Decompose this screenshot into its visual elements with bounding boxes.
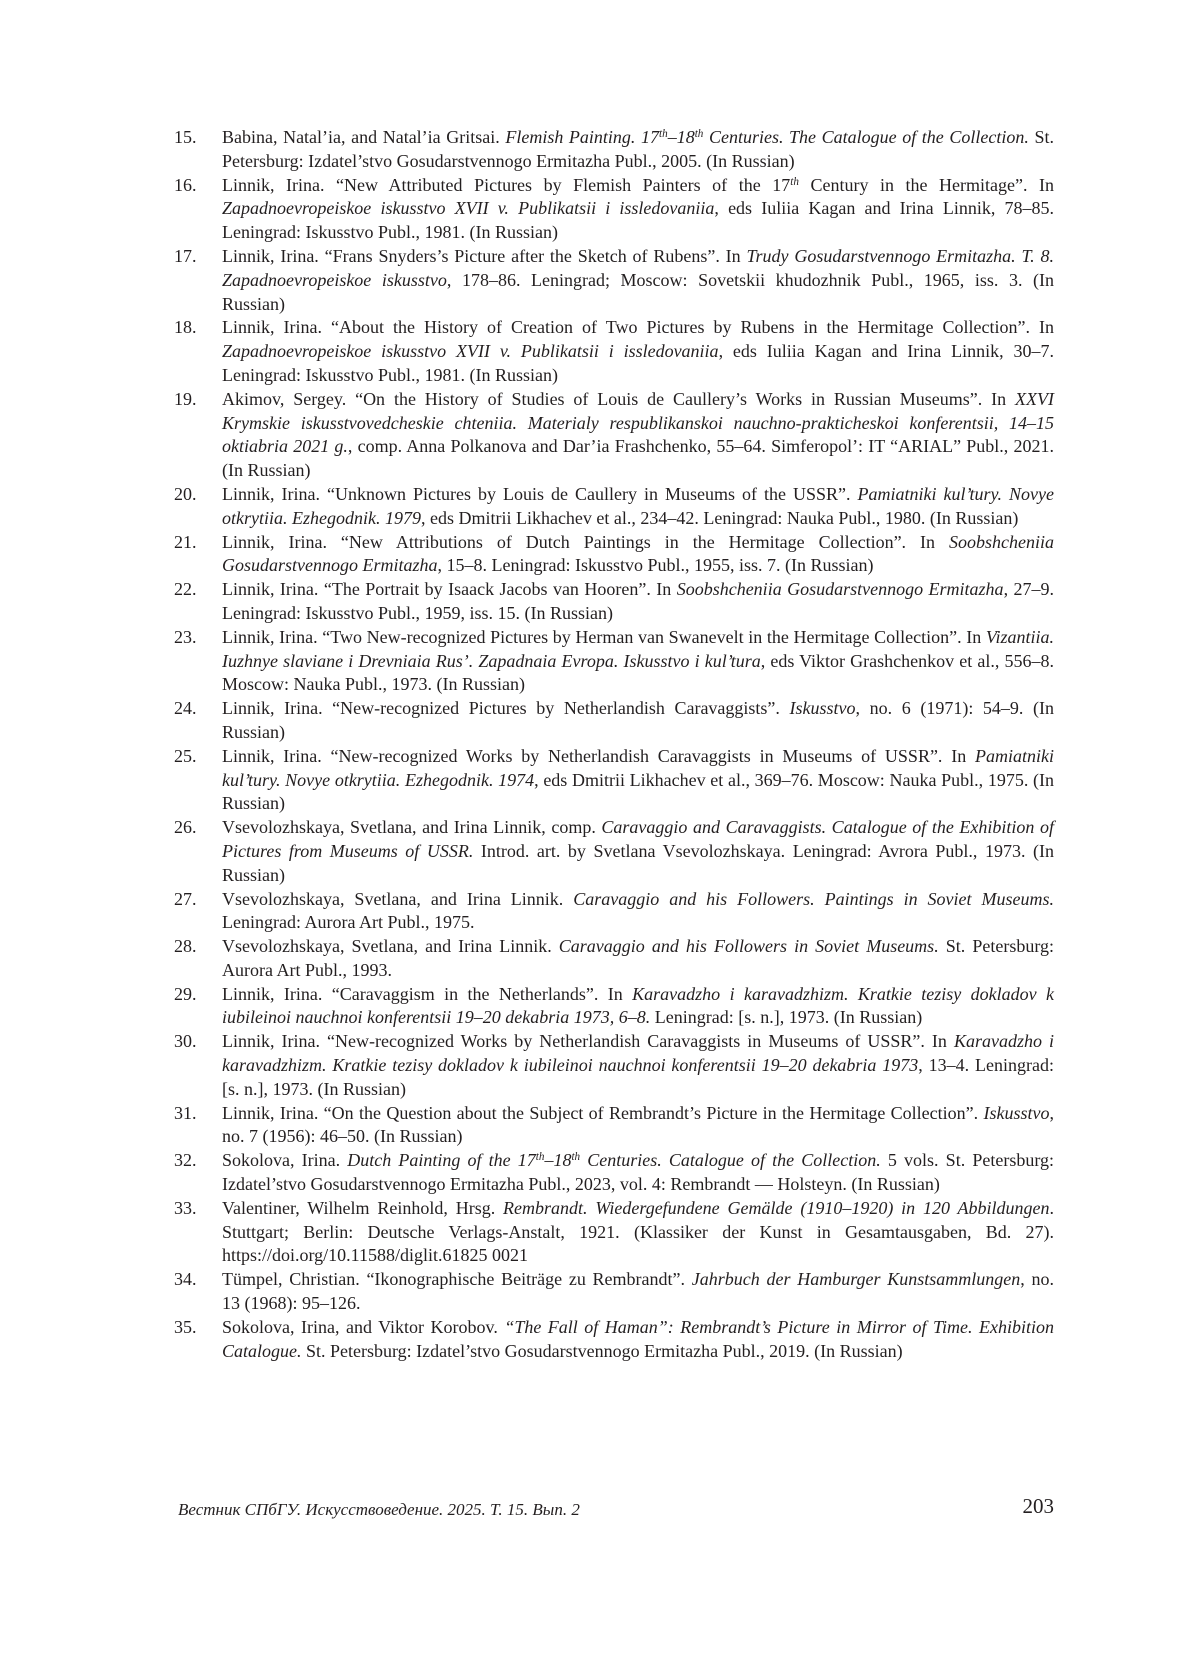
reference-segment: Linnik, Irina. “New Attributions of Dutch Paintings in the Hermitage Collection”. In <box>222 531 949 552</box>
reference-segment: Centuries. Catalogue of the Collection. <box>580 1150 881 1171</box>
reference-number: 20. <box>174 483 197 504</box>
reference-number: 15. <box>174 127 197 147</box>
reference-number: 27. <box>174 888 197 909</box>
reference-item <box>174 983 1054 1031</box>
reference-segment: Sokolova, Irina. <box>222 1150 348 1171</box>
reference-item <box>174 578 1054 626</box>
reference-segment: Linnik, Irina. “Unknown Pictures by Louis de Caullery in Museums of the USSR”. <box>222 483 858 504</box>
reference-text <box>222 174 1054 245</box>
reference-text <box>222 578 1054 626</box>
reference-segment: , no. 13 (1968): 95–126. <box>222 1269 1055 1314</box>
reference-segment: Zapadnoevropeiskoe iskusstvo XVII v. Publikatsii i issledovaniia <box>222 341 719 362</box>
reference-segment: th <box>790 175 799 188</box>
reference-segment: Karavadzho i karavadzhizm. Kratkie tezisy dokladov k iubileinoi nauchnoi konferentsii 19–20 dekabria 1973, 6–8. <box>222 983 1055 1028</box>
reference-segment: Linnik, Irina. “Two New-recognized Pictures by Herman van Swanevelt in the Hermitage Collection”. In <box>222 626 986 647</box>
reference-text <box>222 1197 1054 1268</box>
reference-segment: Linnik, Irina. “Caravaggism in the Netherlands”. In <box>222 983 633 1004</box>
reference-segment: Centuries. The Catalogue of the Collection. <box>703 127 1029 147</box>
reference-segment: Trudy Gosudarstvennogo Ermitazha. T. 8. Zapadnoevropeiskoe iskusstvo <box>222 245 1054 290</box>
reference-segment: th <box>535 1151 545 1164</box>
reference-number: 24. <box>174 698 197 719</box>
reference-list <box>174 126 1054 1363</box>
page-number: 203 <box>1022 1494 1054 1518</box>
reference-item <box>174 316 1054 387</box>
reference-number: 33. <box>174 1197 197 1218</box>
reference-item <box>174 626 1054 697</box>
reference-text <box>222 1316 1054 1364</box>
reference-segment: , eds Iuliia Kagan and Irina Linnik, 78–85. Leningrad: Iskusstvo Publ., 1981. (In Russian) <box>222 198 1054 243</box>
reference-text <box>222 697 1054 745</box>
reference-segment: , eds Viktor Grashchenkov et al., 556–8. Moscow: Nauka Publ., 1973. (In Russian) <box>222 650 1054 695</box>
reference-item <box>174 1030 1054 1101</box>
reference-segment: th <box>659 127 668 140</box>
reference-segment: Karavadzho i karavadzhizm. Kratkie tezisy dokladov k iubileinoi nauchnoi konferentsii 19–20 dekabria 1973 <box>222 1031 1054 1076</box>
reference-segment: Babina, Natal’ia, and Natal’ia Gritsai. <box>222 127 506 147</box>
reference-segment: , 13–4. Leningrad: [s. n.], 1973. (In Russian) <box>222 1055 1054 1099</box>
reference-segment: Tümpel, Christian. “Ikonographische Beiträge zu Rembrandt”. <box>222 1269 692 1290</box>
reference-number: 28. <box>174 936 197 957</box>
reference-segment: Rembrandt. Wiedergefundene Gemälde (1910–1920) in 120 Abbildungen <box>503 1197 1050 1218</box>
reference-item <box>174 935 1054 983</box>
reference-number: 31. <box>174 1102 197 1123</box>
reference-number: 32. <box>174 1150 197 1171</box>
reference-text <box>222 531 1054 579</box>
reference-text <box>222 1030 1054 1101</box>
reference-number: 16. <box>174 174 197 195</box>
reference-segment: Jahrbuch der Hamburger Kunstsammlungen <box>691 1269 1021 1290</box>
reference-text <box>222 126 1054 174</box>
reference-item <box>174 745 1054 816</box>
reference-segment: Vsevolozhskaya, Svetlana, and Irina Linnik, comp. <box>222 817 602 838</box>
reference-number: 29. <box>174 983 197 1004</box>
reference-text <box>222 935 1054 983</box>
reference-item <box>174 888 1054 936</box>
reference-segment: Linnik, Irina. “New-recognized Works by Netherlandish Caravaggists in Museums of USSR”. In <box>222 1031 954 1052</box>
reference-segment: , eds Iuliia Kagan and Irina Linnik, 30–7. Leningrad: Iskusstvo Publ., 1981. (In Russian) <box>222 341 1054 385</box>
reference-number: 30. <box>174 1031 197 1052</box>
reference-item <box>174 1149 1054 1197</box>
reference-segment: , eds Dmitrii Likhachev et al., 369–76. Moscow: Nauka Publ., 1975. (In Russian) <box>222 769 1054 814</box>
reference-segment: Linnik, Irina. “On the Question about the Subject of Rembrandt’s Picture in the Hermitage Collection”. <box>222 1102 984 1123</box>
reference-text <box>222 388 1054 483</box>
reference-item <box>174 1102 1054 1150</box>
reference-number: 25. <box>174 745 197 766</box>
reference-segment: Sokolova, Irina, and Viktor Korobov. <box>222 1316 505 1337</box>
reference-text <box>222 816 1054 887</box>
reference-segment: Iskusstvo <box>983 1102 1050 1123</box>
reference-segment: Pamiatniki kul’tury. Novye otkrytiia. Ezhegodnik. 1979 <box>222 483 1054 528</box>
reference-item <box>174 816 1054 887</box>
reference-segment: Caravaggio and Caravaggists. Catalogue of the Exhibition of Pictures from Museums of USSR. <box>222 817 1055 861</box>
reference-segment: , comp. Anna Polkanova and Dar’ia Frashchenko, 55–64. Simferopol’: IT “ARIAL” Publ., 2021. (In Russian) <box>222 436 1055 481</box>
reference-segment: th <box>571 1151 581 1164</box>
reference-segment: Vsevolozhskaya, Svetlana, and Irina Linnik. <box>222 936 559 957</box>
reference-text <box>222 483 1054 531</box>
reference-text <box>222 1268 1054 1316</box>
reference-item <box>174 388 1054 483</box>
reference-segment: Iskusstvo <box>789 698 856 719</box>
reference-segment: St. Petersburg: Izdatel’stvo Gosudarstvennogo Ermitazha Publ., 2005. (In Russian) <box>222 127 1054 171</box>
reference-segment: Linnik, Irina. “Frans Snyders’s Picture after the Sketch of Rubens”. In <box>222 245 747 266</box>
reference-item <box>174 531 1054 579</box>
reference-segment: Soobshcheniia Gosudarstvennogo Ermitazha <box>676 579 1004 600</box>
reference-number: 35. <box>174 1316 197 1337</box>
reference-item <box>174 174 1054 245</box>
reference-segment: Caravaggio and his Followers in Soviet Museums. <box>558 936 939 957</box>
reference-number: 26. <box>174 817 197 838</box>
reference-segment: Soobshcheniia Gosudarstvennogo Ermitazha <box>222 531 1054 576</box>
reference-segment: Introd. art. by Svetlana Vsevolozhskaya. Leningrad: Avrora Publ., 1973. (In Russian) <box>222 840 1054 885</box>
reference-segment: , eds Dmitrii Likhachev et al., 234–42. Leningrad: Nauka Publ., 1980. (In Russian) <box>420 507 1019 528</box>
reference-segment: –18 <box>544 1150 572 1171</box>
reference-number: 22. <box>174 579 197 600</box>
reference-item <box>174 483 1054 531</box>
reference-segment: , 178–86. Leningrad; Moscow: Sovetskii khudozhnik Publ., 1965, iss. 3. (In Russian) <box>222 269 1055 314</box>
reference-segment: Valentiner, Wilhelm Reinhold, Hrsg. <box>222 1197 504 1218</box>
reference-number: 17. <box>174 245 197 266</box>
reference-text <box>222 626 1054 697</box>
reference-text <box>222 1102 1054 1150</box>
reference-number: 34. <box>174 1269 197 1290</box>
reference-text <box>222 245 1054 316</box>
reference-segment: Leningrad: Aurora Art Publ., 1975. <box>222 912 475 933</box>
reference-segment: Pamiatniki kul’tury. Novye otkrytiia. Ezhegodnik. 1974 <box>222 745 1054 790</box>
reference-item <box>174 1197 1054 1268</box>
reference-segment: Linnik, Irina. “The Portrait by Isaack Jacobs van Hooren”. In <box>222 579 677 600</box>
reference-segment: th <box>694 127 704 140</box>
reference-segment: Linnik, Irina. “New-recognized Pictures by Netherlandish Caravaggists”. <box>222 698 790 719</box>
reference-number: 18. <box>174 317 197 338</box>
reference-segment: , no. 6 (1971): 54–9. (In Russian) <box>222 698 1055 742</box>
reference-number: 19. <box>174 388 197 409</box>
reference-item <box>174 1316 1054 1364</box>
reference-item <box>174 126 1054 174</box>
reference-segment: , no. 7 (1956): 46–50. (In Russian) <box>222 1102 1054 1147</box>
reference-segment: “The Fall of Haman”: Rembrandt’s Picture in Mirror of Time. Exhibition Catalogue. <box>222 1316 1054 1361</box>
reference-segment: Akimov, Sergey. “On the History of Studies of Louis de Caullery’s Works in Russian Museums”. In <box>222 388 1016 409</box>
reference-text <box>222 745 1054 816</box>
reference-segment: . Stuttgart; Berlin: Deutsche Verlags-Anstalt, 1921. (Klassiker der Kunst in Gesamtausgaben, Bd. 27). https://doi.org/10.11588/diglit.61825 0021 <box>222 1197 1054 1266</box>
reference-segment: , 27–9. Leningrad: Iskusstvo Publ., 1959, iss. 15. (In Russian) <box>222 579 1054 623</box>
reference-text <box>222 888 1054 936</box>
reference-segment: Linnik, Irina. “About the History of Creation of Two Pictures by Rubens in the Hermitage Collection”. In <box>222 317 1054 338</box>
reference-item <box>174 1268 1054 1316</box>
reference-segment: Linnik, Irina. “New Attributed Pictures by Flemish Painters of the 17 <box>222 174 791 195</box>
reference-number: 21. <box>174 531 197 552</box>
reference-text <box>222 983 1054 1031</box>
reference-segment: St. Petersburg: Izdatel’stvo Gosudarstvennogo Ermitazha Publ., 2019. (In Russian) <box>301 1340 903 1361</box>
reference-segment: Century in the Hermitage”. In <box>798 174 1055 195</box>
reference-item <box>174 245 1054 316</box>
reference-segment: Leningrad: [s. n.], 1973. (In Russian) <box>650 1007 923 1028</box>
reference-segment: Vsevolozhskaya, Svetlana, and Irina Linnik. <box>222 888 574 909</box>
reference-text <box>222 316 1054 387</box>
running-footer-journal: Вестник СПбГУ. Искусствоведение. 2025. Т. 15. Вып. 2 <box>178 1500 580 1519</box>
reference-segment: Dutch Painting of the 17 <box>347 1150 536 1171</box>
reference-text <box>222 1149 1054 1197</box>
reference-item <box>174 697 1054 745</box>
reference-segment: Linnik, Irina. “New-recognized Works by Netherlandish Caravaggists in Museums of USSR”. In <box>222 745 975 766</box>
reference-segment: XXVI Krymskie iskusstvovedcheskie chteniia. Materialy respublikanskoi nauchno-prakticheskoi konferentsii, 14–15 oktiabria 2021 g. <box>222 388 1054 457</box>
reference-segment: Caravaggio and his Followers. Paintings in Soviet Museums. <box>573 888 1054 909</box>
reference-segment: –18 <box>667 127 695 147</box>
reference-segment: Flemish Painting. 17 <box>505 127 659 147</box>
reference-segment: St. Petersburg: Aurora Art Publ., 1993. <box>222 936 1055 980</box>
reference-segment: 5 vols. St. Petersburg: Izdatel’stvo Gosudarstvennogo Ermitazha Publ., 2023, vol. 4: Rembrandt — Holsteyn. (In Russian) <box>222 1150 1054 1195</box>
reference-number: 23. <box>174 626 197 647</box>
reference-segment: Zapadnoevropeiskoe iskusstvo XVII v. Publikatsii i issledovaniia <box>222 198 715 219</box>
reference-segment: , 15–8. Leningrad: Iskusstvo Publ., 1955, iss. 7. (In Russian) <box>437 555 874 576</box>
reference-segment: Vizantiia. Iuzhnye slaviane i Drevniaia Rus’. Zapadnaia Evropa. Iskusstvo i kul’tura <box>222 626 1054 671</box>
